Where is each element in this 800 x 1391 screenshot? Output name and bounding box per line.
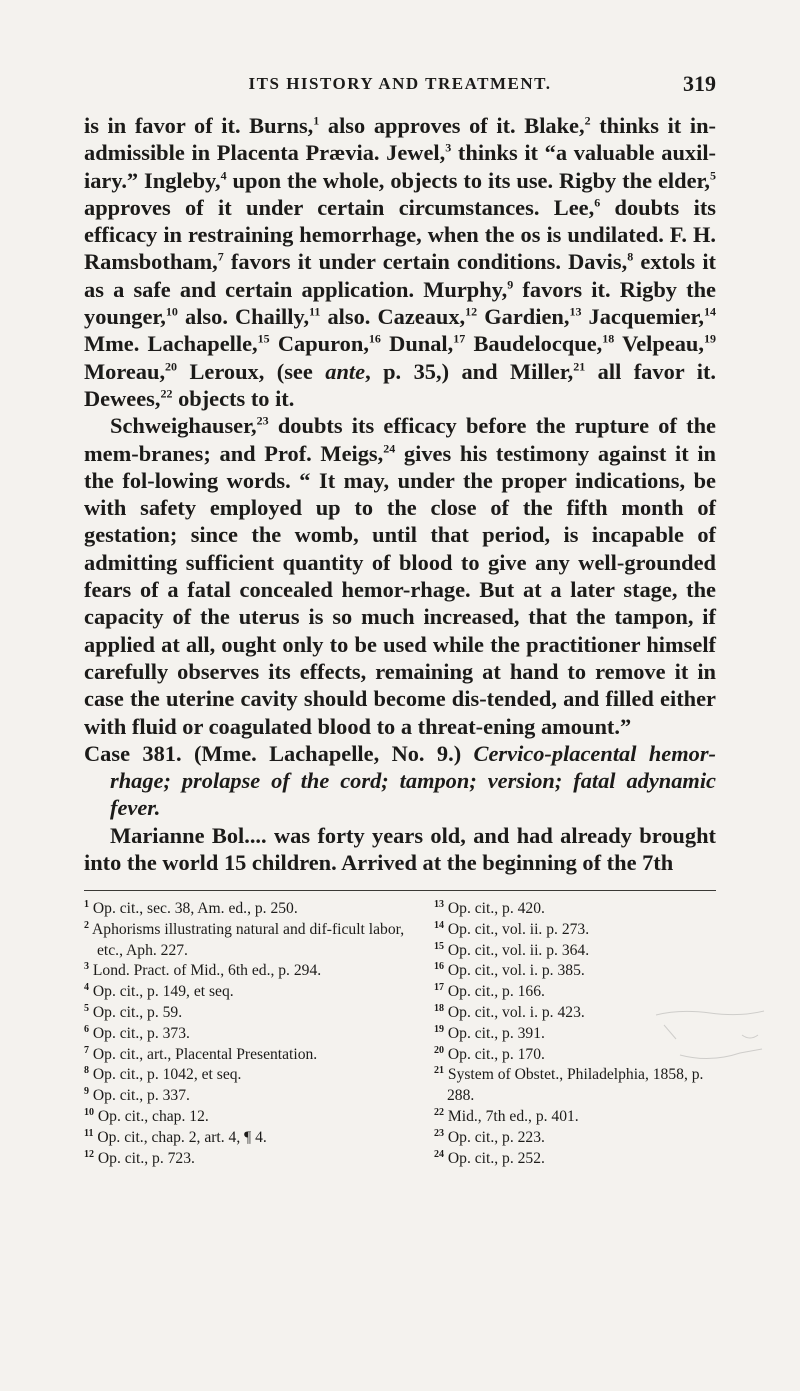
text-run: Dunal, xyxy=(380,331,454,357)
footnote xyxy=(434,920,734,941)
footnote-text: Lond. Pract. of Mid., 6th ed., p. 294. xyxy=(89,962,322,980)
footnote-number: 19 xyxy=(434,1023,444,1035)
footnote xyxy=(84,1024,406,1045)
footnote-text: Op. cit., art., Placental Presentation. xyxy=(89,1045,318,1063)
footnote-text: Aphorisms illustrating natural and dif-ficult labor, etc., Aph. 227. xyxy=(89,920,405,959)
footnote xyxy=(434,1149,734,1170)
footnote-text: Op. cit., p. 337. xyxy=(89,1087,190,1105)
text-run: upon the whole, objects to its use. Rigby the elder, xyxy=(226,167,711,193)
footnote-text: Op. cit., chap. 12. xyxy=(94,1107,209,1125)
footnote-number: 12 xyxy=(84,1148,94,1160)
footnote-text: Op. cit., vol. i. p. 385. xyxy=(444,962,585,980)
footnote-ref: 14 xyxy=(704,304,716,319)
footnote xyxy=(84,982,406,1003)
footnote-ref: 22 xyxy=(160,386,173,401)
footnote-number: 17 xyxy=(434,982,444,993)
text-run: favors it. Rigby the younger, xyxy=(84,276,716,330)
footnote-ref: 4 xyxy=(220,168,227,183)
footnote-ref: 12 xyxy=(465,304,478,319)
footnote-number: 14 xyxy=(434,919,444,931)
text-run: Marianne Bol.... was forty years old, and had already brought into the world 15 children. Arrived at the beginning of the 7th xyxy=(84,822,716,876)
footnote-text: Op. cit., p. 391. xyxy=(444,1024,545,1042)
footnote-ref: 21 xyxy=(573,359,586,374)
footnote-number: 24 xyxy=(434,1148,444,1160)
text-run: gives his testimony against it in the fol-lowing words. “ It may, under the proper indications, be with safety employed up to the close of the fifth month of gestation; since the womb, until that period, is incapable of admitting sufficient quantity of blood to give any well-grounded fears of a fatal concealed hemor-rhage. But at a later stage, the capacity of the uterus is so much increased, that the tampon, if applied at all, ought only to be used while the practitioner himself carefully observes its effects, remaining at hand to remove it in case the uterine cavity should become dis-tended, and filled either with fluid or coagulated blood to a threat-ening amount.” xyxy=(84,440,716,739)
footnote xyxy=(84,1128,406,1149)
footnote-number: 5 xyxy=(84,1002,89,1014)
text-run: thinks it “a valuable auxil-iary.” Ingleby, xyxy=(84,140,716,193)
footnote-number: 11 xyxy=(84,1127,94,1139)
footnote-number: 18 xyxy=(434,1002,444,1014)
footnote xyxy=(84,920,406,962)
text-run: is in favor of it. Burns, xyxy=(84,113,314,138)
footnote-text: Op. cit., vol. ii. p. 273. xyxy=(444,920,590,938)
text-run: , p. 35,) and Miller, xyxy=(365,358,574,384)
footnote-number: 3 xyxy=(84,961,89,973)
footnote-ref: 19 xyxy=(703,331,716,346)
footnote-number: 9 xyxy=(84,1085,89,1097)
footnote-number: 7 xyxy=(84,1044,89,1056)
footnote-ref: 20 xyxy=(165,359,178,374)
footnote xyxy=(434,941,734,962)
footnote-text: Op. cit., chap. 2, art. 4, ¶ 4. xyxy=(93,1128,267,1146)
footnote xyxy=(84,961,406,982)
footnote-text: Op. cit., p. 1042, et seq. xyxy=(89,1066,242,1084)
footnote xyxy=(84,1003,406,1024)
footnote-text: Op. cit., p. 723. xyxy=(94,1149,195,1167)
footnote-number: 4 xyxy=(84,982,89,993)
footnote-ref: 9 xyxy=(507,277,514,292)
text-run: Velpeau, xyxy=(614,331,704,357)
body-text xyxy=(84,112,716,876)
paragraph-case-narrative xyxy=(84,822,716,877)
text-run: Moreau, xyxy=(84,358,166,384)
footnote-number: 23 xyxy=(434,1127,444,1139)
footnote xyxy=(434,1107,734,1128)
text-run: Baudelocque, xyxy=(465,331,603,357)
footnote-ref: 6 xyxy=(594,195,601,210)
paragraph-opinions xyxy=(84,112,716,412)
text-run: doubts its efficacy before the rupture of the mem-branes; and Prof. Meigs, xyxy=(84,413,716,466)
footnote-number: 10 xyxy=(84,1106,94,1118)
footnote xyxy=(84,1107,406,1128)
footnote-ref: 11 xyxy=(309,304,321,319)
footnote-ref: 2 xyxy=(584,113,591,128)
paragraph-meigs-quote xyxy=(84,412,716,740)
footnote-number: 13 xyxy=(434,898,444,910)
footnote-ref: 15 xyxy=(257,331,270,346)
italic-text: ante xyxy=(325,358,366,384)
footnote-ref: 8 xyxy=(627,250,634,265)
footnote-ref: 18 xyxy=(602,331,615,346)
footnote-number: 15 xyxy=(434,940,444,952)
text-run: Gardien, xyxy=(477,304,570,330)
italic-text: Cervico-placental hemor-rhage; prolapse of the cord; tampon; version; fatal adynamic fever. xyxy=(110,740,717,821)
case-heading xyxy=(84,740,716,822)
text-run: Schweighauser, xyxy=(110,413,257,439)
footnote-ref: 10 xyxy=(165,304,178,319)
footnote-ref: 16 xyxy=(368,331,381,346)
footnote-number: 6 xyxy=(84,1023,89,1035)
footnote xyxy=(434,899,734,920)
text-run: approves of it under certain circumstances. Lee, xyxy=(84,194,595,220)
footnote-ref: 5 xyxy=(710,168,717,183)
footnote-number: 20 xyxy=(434,1044,444,1056)
text-run: Leroux, (see xyxy=(177,358,326,384)
footnote-number: 8 xyxy=(84,1065,89,1077)
footnote xyxy=(434,982,734,1003)
footnote-number: 22 xyxy=(434,1106,444,1118)
page-number: 319 xyxy=(683,71,716,96)
footnote-text: System of Obstet., Philadelphia, 1858, p. 288. xyxy=(444,1066,704,1105)
text-run: all favor it. Dewees, xyxy=(84,358,717,411)
footnote-text: Op. cit., p. 149, et seq. xyxy=(89,983,234,1001)
footnote-ref: 1 xyxy=(313,113,320,128)
footnote xyxy=(84,1086,406,1107)
footnote-text: Op. cit., p. 223. xyxy=(444,1128,545,1146)
footnote-ref: 17 xyxy=(453,331,466,346)
footnote-ref: 13 xyxy=(569,304,582,319)
footnote xyxy=(434,1065,734,1107)
text-run: objects to it. xyxy=(172,385,295,411)
footnote-ref: 24 xyxy=(383,441,396,456)
footnote-text: Op. cit., vol. i. p. 423. xyxy=(444,1003,585,1021)
text-run: also. Chailly, xyxy=(177,304,310,330)
footnote-ref: 23 xyxy=(256,413,269,428)
footnote-number: 1 xyxy=(84,898,89,910)
footnote xyxy=(84,899,406,920)
footnote-number: 2 xyxy=(84,919,89,931)
text-run: Mme. Lachapelle, xyxy=(84,331,258,357)
footnote-text: Op. cit., p. 170. xyxy=(444,1045,545,1063)
footnote-text: Op. cit., p. 420. xyxy=(444,900,545,917)
text-run: extols it as a safe and certain application. Murphy, xyxy=(84,249,716,302)
footnote xyxy=(84,1149,406,1170)
library-stamp-icon xyxy=(650,1005,768,1069)
text-run: favors it under certain conditions. Davis, xyxy=(223,249,628,275)
footnote-text: Op. cit., sec. 38, Am. ed., p. 250. xyxy=(89,900,298,917)
text-run: doubts its efficacy in restraining hemorrhage, when the os is undilated. F. H. Ramsbotham, xyxy=(84,194,716,275)
footnote-ref: 3 xyxy=(445,140,452,155)
footnote-divider xyxy=(84,890,716,891)
text-run: also. Cazeaux, xyxy=(320,304,466,330)
text-run: Capuron, xyxy=(269,331,369,357)
footnote xyxy=(434,961,734,982)
footnote-text: Op. cit., p. 59. xyxy=(89,1003,183,1021)
footnote-number: 16 xyxy=(434,961,444,973)
footnote xyxy=(84,1045,406,1066)
footnote-text: Op. cit., vol. ii. p. 364. xyxy=(444,941,590,959)
footnote-number: 21 xyxy=(434,1065,444,1077)
footnote-text: Op. cit., p. 252. xyxy=(444,1149,545,1167)
footnote xyxy=(434,1128,734,1149)
text-run: Case 381. (Mme. Lachapelle, No. 9.) xyxy=(84,740,474,766)
text-run: thinks it in-admissible in Placenta Prævia. Jewel, xyxy=(84,113,716,166)
text-run: also approves of it. Blake, xyxy=(319,113,585,138)
footnote-text: Op. cit., p. 373. xyxy=(89,1024,190,1042)
footnote xyxy=(84,1065,406,1086)
page-header xyxy=(84,71,716,104)
footnotes-left-column xyxy=(84,899,406,1169)
footnote-ref: 7 xyxy=(217,250,224,265)
footnote-text: Op. cit., p. 166. xyxy=(444,983,545,1001)
running-title: ITS HISTORY AND TREATMENT. xyxy=(248,74,552,93)
footnote-text: Mid., 7th ed., p. 401. xyxy=(444,1107,579,1125)
text-run: Jacquemier, xyxy=(581,304,704,330)
